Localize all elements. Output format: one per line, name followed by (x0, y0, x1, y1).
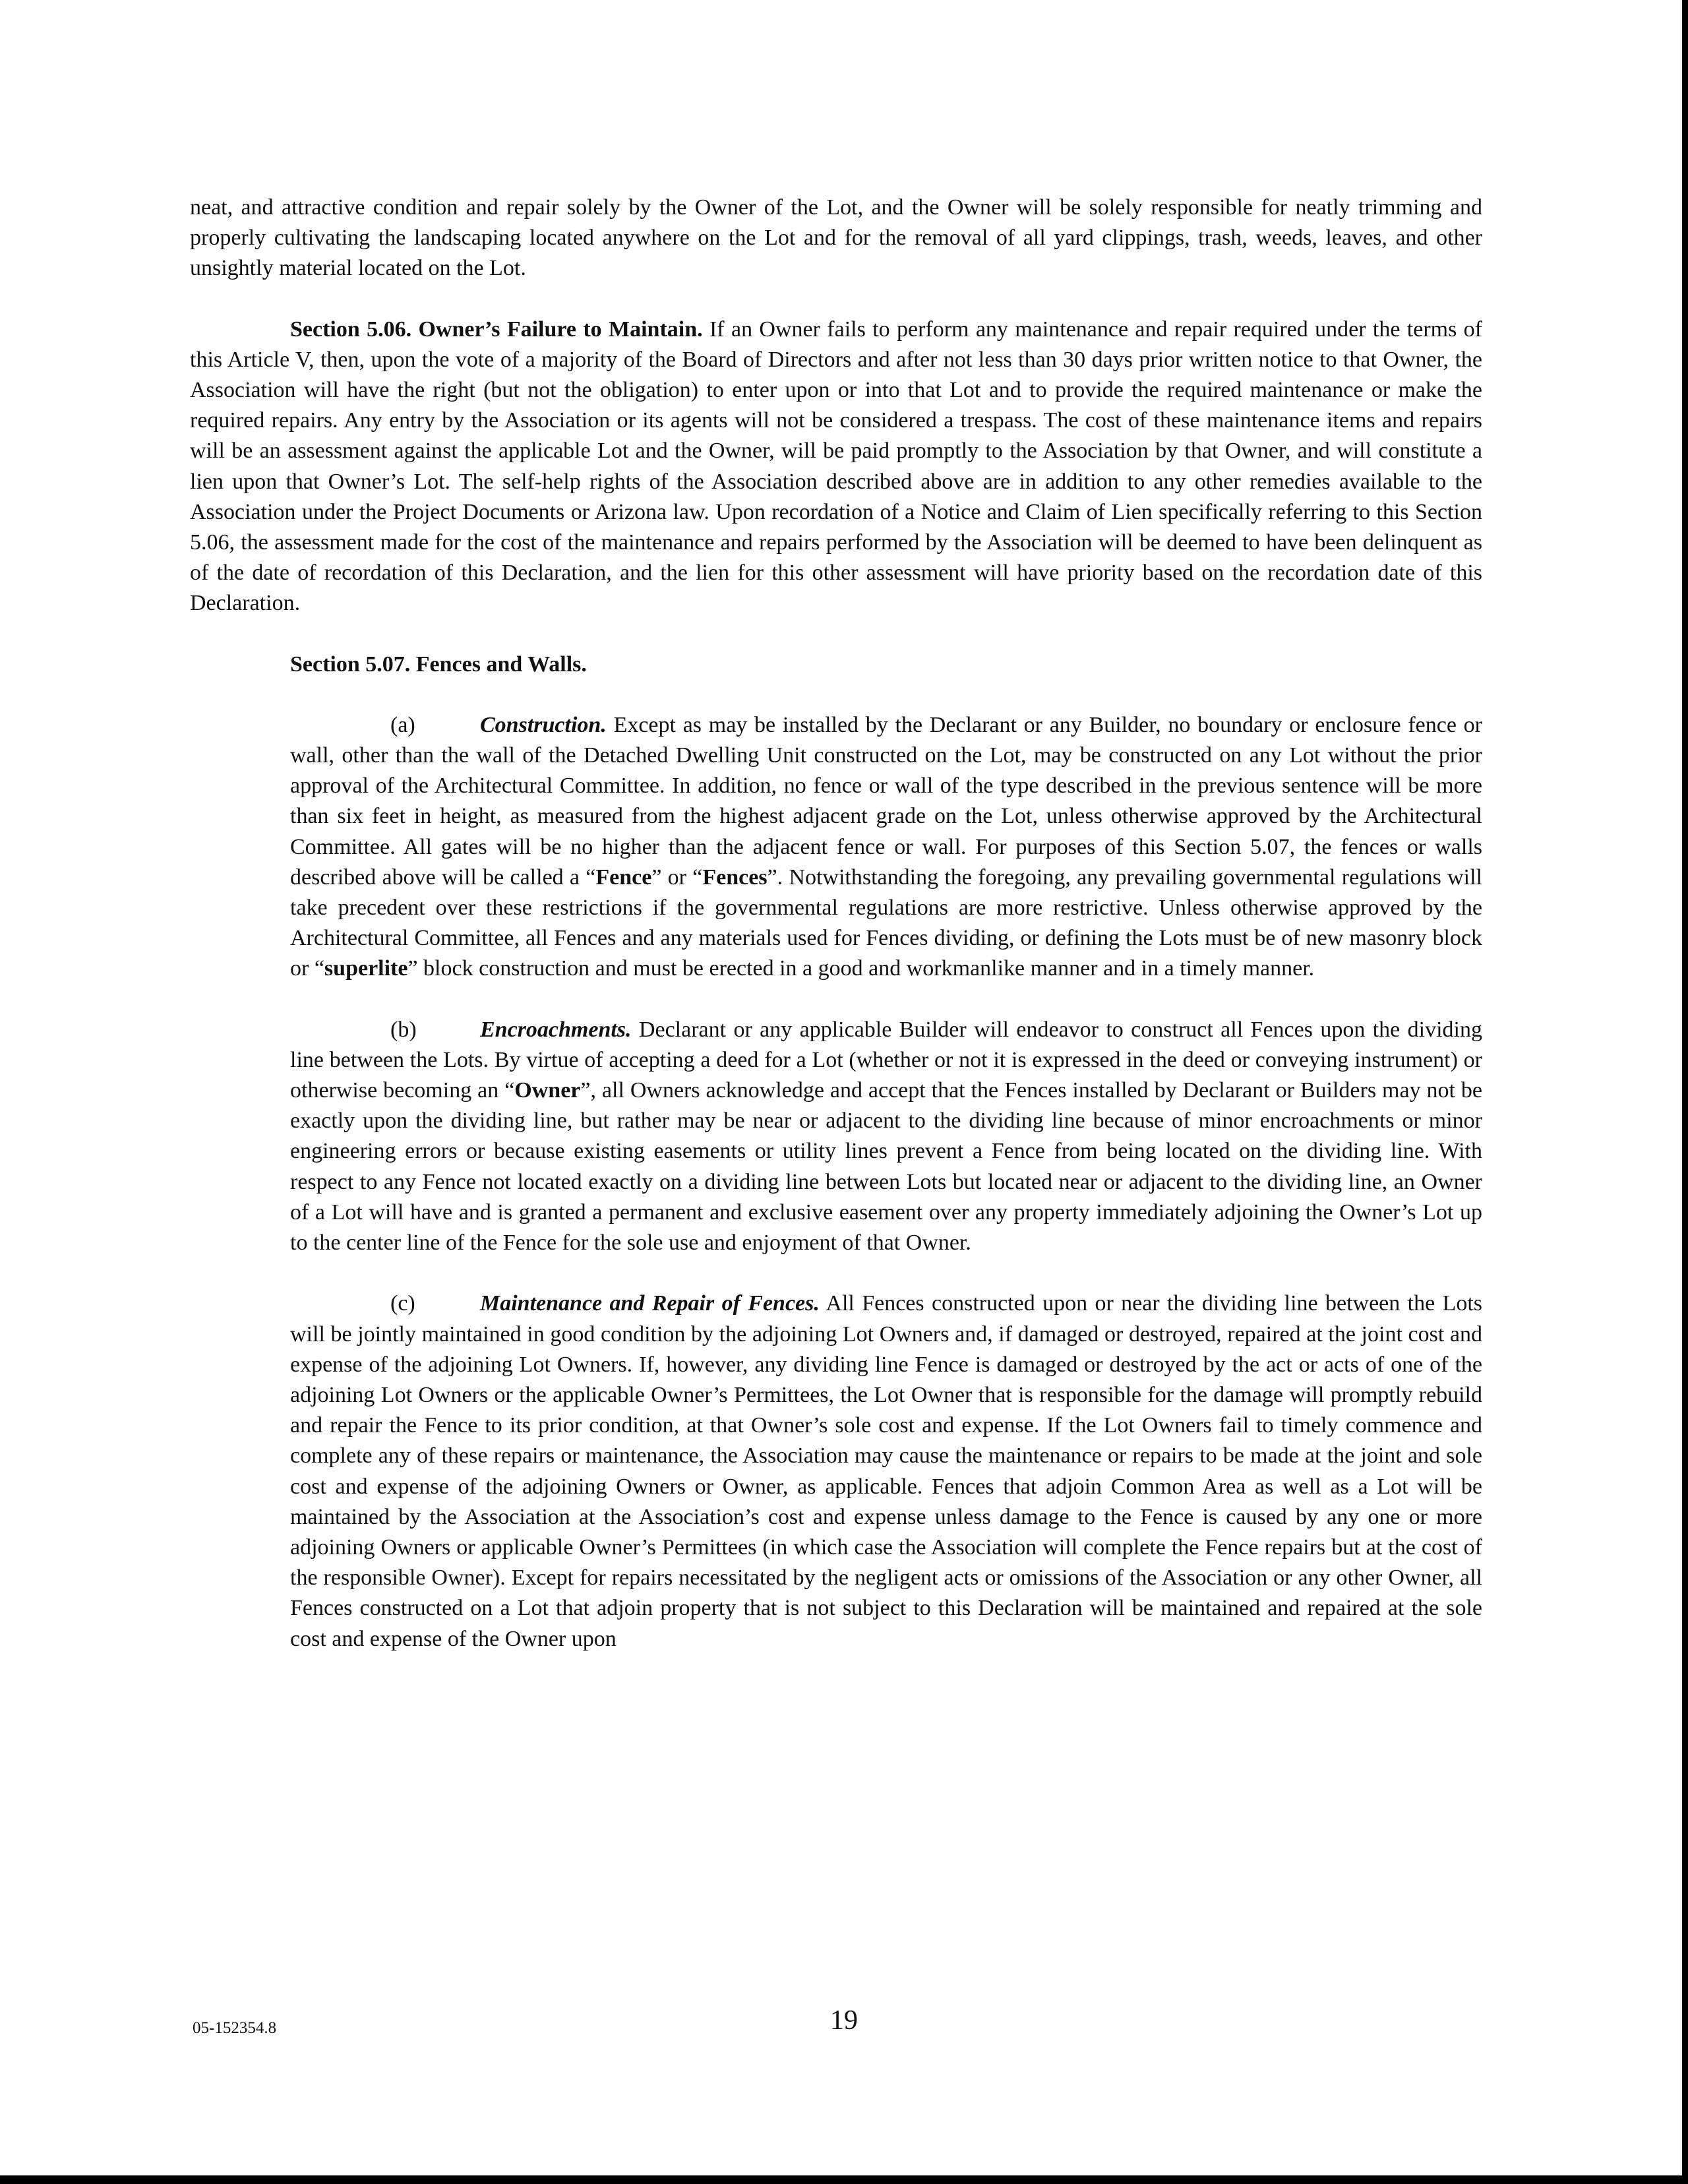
paragraph-continued: neat, and attractive condition and repair solely by the Owner of the Lot, and the Owner will be solely responsible for neatly trimming and properly cultivating the landscaping located anywhere on the Lot and for the removal of all yard clippings, trash, weeds, leaves, and other unsightly material located on the Lot. (190, 195, 1482, 281)
page-number: 19 (830, 2005, 858, 2036)
subsection-c-text-1: All Fences constructed upon or near the dividing line between the Lots will be jointly maintained in good condition by the adjoining Lot Owners and, if damaged or destroyed, repaired at the joint cost and expense of the adjoining Lot Owners. If, however, any dividing line Fence is damaged or destroyed by the act or acts of one of the adjoining Lot Owners or the applicable Owner’s Permittees, the Lot Owner that is responsible for the damage will promptly rebuild and repair the Fence to its prior condition, at that Owner’s sole cost and expense. If the Lot Owners fail to timely commence and complete any of these repairs or maintenance, the Association may cause the maintenance or repairs to be made at the joint and sole cost and expense of the adjoining Owners or Owner, as applicable. Fences that adjoin Common Area as well as a Lot will be maintained by the Association at the Association’s cost and expense unless damage to the Fence is caused by any one or more adjoining Owners or applicable Owner’s Permittees (in which case the Association will complete the Fence repairs but at the cost of the responsible Owner). Except for repairs necessitated by the negligent acts or omissions of the Association or any other Owner, all Fences constructed on a Lot that adjoin property that is not subject to this Declaration will be maintained and repaired at the sole cost and expense of the Owner upon (290, 1291, 1482, 1651)
subsection-a-label: (a) (390, 712, 415, 737)
subsection-b-text-1: Declarant or any applicable Builder will endeavor to construct all Fences upon the dividing line between the Lots. By virtue of accepting a deed for a Lot (whether or not it is expressed in the deed or conveying instrument) or otherwise becoming an “ (290, 1017, 1482, 1103)
defined-term-owner: Owner (514, 1078, 581, 1103)
subsection-a-text-1: Except as may be installed by the Declarant or any Builder, no boundary or enclosure fence or wall, other than the wall of the Detached Dwelling Unit constructed on the Lot, may be constructed on any Lot without the prior approval of the Architectural Committee. In addition, no fence or wall of the type described in the previous sentence will be more than six feet in height, as measured from the highest adjacent grade on the Lot, unless otherwise approved by the Architectural Committee. All gates will be no higher than the adjacent fence or wall. For purposes of this Section 5.07, the fences or walls described above will be called a “ (290, 712, 1483, 890)
subsection-a-title: Construction. (480, 712, 607, 737)
defined-term-superlite: superlite (324, 956, 408, 981)
subsection-b-label: (b) (390, 1017, 417, 1042)
subsection-a (290, 710, 1482, 985)
defined-term-fences: Fences (702, 864, 768, 890)
page-edge-bottom (0, 2175, 1688, 2184)
section-5-06-body: If an Owner fails to perform any maintenance and repair required under the terms of this Article V, then, upon the vote of a majority of the Board of Directors and after not less than 30 days prior written notice to that Owner, the Association will have the right (but not the obligation) to enter upon or into that Lot and to provide the required maintenance or make the required repairs. Any entry by the Association or its agents will not be considered a trespass. The cost of these maintenance items and repairs will be an assessment against the applicable Lot and the Owner, will be paid promptly to the Association by that Owner, and will constitute a lien upon that Owner’s Lot. The self-help rights of the Association described above are in addition to any other remedies available to the Association under the Project Documents or Arizona law. Upon recordation of a Notice and Claim of Lien specifically referring to this Section 5.06, the assessment made for the cost of the maintenance and repairs performed by the Association will be deemed to have been delinquent as of the date of recordation of this Declaration, and the lien for this other assessment will have priority based on the recordation date of this Declaration. (190, 317, 1483, 616)
subsection-a-text-3: ”. Notwithstanding the foregoing, any prevailing governmental regulations will take precedent over these restrictions if the governmental regulations are more restrictive. Unless otherwise approved by the Architectural Committee, all Fences and any materials used for Fences dividing, or defining the Lots must be of new masonry block or “ (290, 864, 1482, 981)
section-5-06 (190, 315, 1482, 619)
document-id: 05-152354.8 (193, 2019, 277, 2037)
subsection-c-label: (c) (390, 1291, 415, 1316)
subsection-c (290, 1289, 1482, 1654)
section-5-07-heading-text: Section 5.07. Fences and Walls. (290, 652, 587, 677)
subsection-b (290, 1015, 1482, 1259)
subsection-b-title: Encroachments. (480, 1017, 632, 1042)
section-5-06-heading: Section 5.06. Owner’s Failure to Maintain. (290, 317, 703, 342)
subsection-c-title: Maintenance and Repair of Fences. (480, 1291, 820, 1316)
defined-term-fence: Fence (595, 864, 652, 890)
page-edge-right (1682, 0, 1688, 2184)
document-body (190, 193, 1482, 1654)
subsection-a-text-4: ” block construction and must be erected in a good and workmanlike manner and in a timely manner. (407, 956, 1315, 981)
section-5-07-heading (190, 650, 1482, 680)
subsection-a-text-2: ” or “ (651, 864, 703, 890)
subsection-b-text-2: ”, all Owners acknowledge and accept that the Fences installed by Declarant or Builders may not be exactly upon the dividing line, but rather may be near or adjacent to the dividing line because of minor encroachments or minor engineering errors or because existing easements or utility lines prevent a Fence from being located on the dividing line. With respect to any Fence not located exactly on a dividing line between Lots but located near or adjacent to the dividing line, an Owner of a Lot will have and is granted a permanent and exclusive easement over any property immediately adjoining the Owner’s Lot up to the center line of the Fence for the sole use and enjoyment of that Owner. (290, 1078, 1482, 1256)
